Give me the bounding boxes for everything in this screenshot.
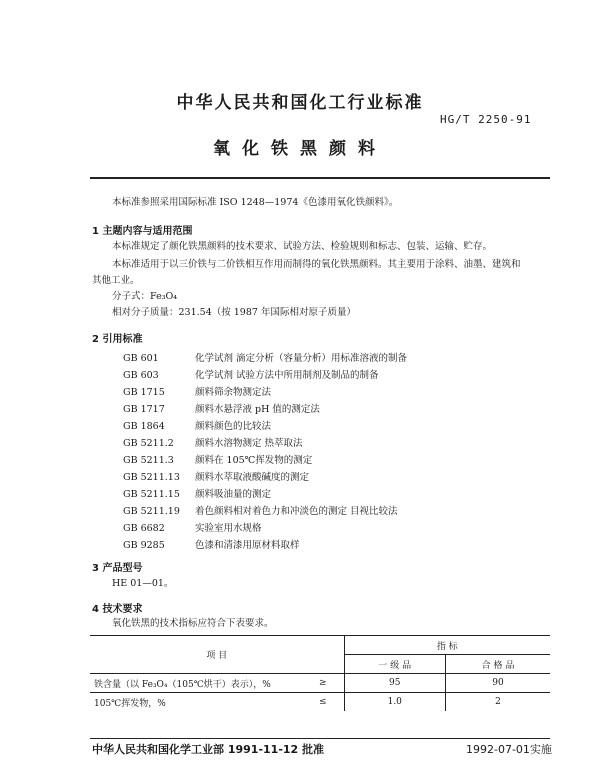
table-cell-grade-1: 1.0 [344, 693, 446, 712]
implementation-date: 1992-07-01实施 [466, 743, 552, 756]
reference-code: GB 601 [123, 353, 159, 364]
reference-item [123, 469, 309, 483]
reference-item [123, 384, 271, 398]
molecular-mass: 相对分子质量：231.54（按 1987 年国际相对原子质量） [112, 307, 356, 318]
reference-title: 颜料水溶物测定 热萃取法 [195, 438, 303, 449]
table-row [90, 674, 550, 693]
reference-item [123, 418, 271, 432]
standard-type-title: 中华人民共和国化工行业标准 [176, 93, 424, 113]
document-title: 氧化铁黑颜料 [213, 139, 387, 159]
spec-table [90, 635, 550, 711]
table-header-index: 指 标 [344, 636, 550, 655]
reference-item [123, 486, 271, 500]
table-header-grade-1: 一 级 品 [344, 655, 446, 674]
intro-paragraph: 本标准参照采用国际标准 ISO 1248—1974《色漆用氧化铁颜料》。 [112, 197, 399, 208]
reference-item [123, 520, 262, 534]
table-cell-grade-1: 95 [344, 674, 446, 693]
table-row [90, 693, 550, 712]
reference-code: GB 5211.3 [123, 455, 174, 466]
table-cell-operator: ≤ [302, 693, 344, 712]
section-2-heading: 2 引用标准 [92, 334, 143, 345]
product-model: HE 01—01。 [112, 578, 174, 589]
table-cell-grade-2: 90 [446, 674, 550, 693]
section-4-paragraph: 氧化铁黑的技术指标应符合下表要求。 [112, 618, 274, 629]
reference-code: GB 9285 [123, 540, 165, 551]
reference-code: GB 1864 [123, 421, 165, 432]
table-header-item: 项 目 [90, 636, 344, 674]
reference-title: 化学试剂 滴定分析（容量分析）用标准溶液的制备 [195, 353, 408, 364]
table-cell-grade-2: 2 [446, 693, 550, 712]
table-cell-item: 105℃挥发物，% [90, 693, 302, 712]
reference-title: 颜料在 105℃挥发物的测定 [195, 455, 313, 466]
reference-item [123, 503, 398, 517]
section-1-paragraph-2-line-2: 其他工业。 [92, 275, 140, 286]
reference-title: 颜料水萃取液酸碱度的测定 [195, 472, 310, 483]
footer-rule [90, 738, 550, 739]
section-1-heading: 1 主题内容与适用范围 [92, 226, 193, 237]
reference-code: GB 603 [123, 370, 159, 381]
reference-code: GB 5211.19 [123, 506, 180, 517]
reference-title: 着色颜料相对着色力和冲淡色的测定 目视比较法 [195, 506, 398, 517]
reference-item [123, 401, 320, 415]
reference-item [123, 367, 379, 381]
section-3-heading: 3 产品型号 [92, 563, 143, 574]
reference-title: 实验室用水规格 [195, 523, 262, 534]
reference-item [123, 452, 312, 466]
reference-title: 颜料吸油量的测定 [195, 489, 272, 500]
standard-code: HG/T 2250-91 [440, 113, 532, 126]
reference-title: 颜料筛余物测定法 [195, 387, 272, 398]
reference-title: 化学试剂 试验方法中所用制剂及制品的制备 [195, 370, 379, 381]
section-4-heading: 4 技术要求 [92, 604, 143, 615]
approval-line: 中华人民共和国化学工业部 1991-11-12 批准 [92, 743, 325, 756]
header-rule [90, 177, 550, 179]
reference-title: 颜料颜色的比较法 [195, 421, 272, 432]
reference-item [123, 435, 303, 449]
molecular-formula: 分子式：Fe₃O₄ [112, 291, 178, 302]
reference-code: GB 5211.15 [123, 489, 180, 500]
reference-code: GB 1715 [123, 387, 165, 398]
reference-item [123, 537, 300, 551]
reference-code: GB 5211.13 [123, 472, 180, 483]
reference-code: GB 5211.2 [123, 438, 174, 449]
table-cell-item: 铁含量（以 Fe₃O₄（105℃烘干）表示），% [90, 674, 302, 693]
reference-title: 色漆和清漆用原材料取样 [195, 540, 300, 551]
section-1-paragraph-2-line-1: 本标准适用于以三价铁与二价铁相互作用而制得的氧化铁黑颜料。其主要用于涂料、油墨、建筑和 [112, 259, 521, 270]
reference-code: GB 6682 [123, 523, 165, 534]
section-1-paragraph-1: 本标准规定了颜化铁黑颜料的技术要求、试验方法、检验规则和标志、包装、运输、贮存。 [112, 241, 493, 252]
table-header-grade-2: 合 格 品 [446, 655, 550, 674]
reference-item [123, 350, 407, 364]
reference-code: GB 1717 [123, 404, 165, 415]
table-cell-operator: ≥ [302, 674, 344, 693]
reference-title: 颜料水悬浮液 pH 值的测定法 [195, 404, 320, 415]
